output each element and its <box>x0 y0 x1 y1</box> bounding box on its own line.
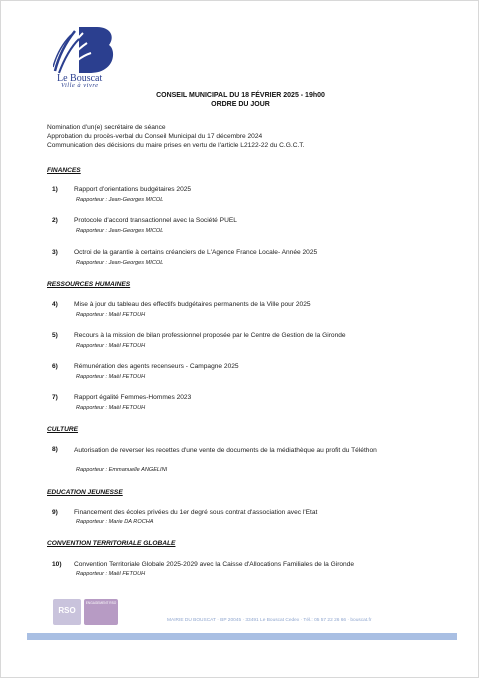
logo-name: Le Bouscat <box>57 73 103 84</box>
item-title: Autorisation de reverser les recettes d'une vente de documents de la médiathèque au profit du Téléthon <box>74 447 377 454</box>
item-title: Rapport d'orientations budgétaires 2025 <box>74 186 192 193</box>
item-rapporteur: Rapporteur : Maël FETOUH <box>76 571 146 577</box>
section-heading-ressources-humaines: RESSOURCES HUMAINES <box>47 281 131 288</box>
item-number: 5) <box>52 332 58 339</box>
section-heading-finances: FINANCES <box>47 167 81 174</box>
item-title: Octroi de la garantie à certains créanciers de L'Agence France Locale- Année 2025 <box>74 249 318 256</box>
item-number: 6) <box>52 363 58 370</box>
item-rapporteur: Rapporteur : Emmanuelle ANGELINI <box>76 467 168 473</box>
item-number: 10) <box>52 561 62 568</box>
item-rapporteur: Rapporteur : Maël FETOUH <box>76 405 146 411</box>
footer-bar <box>27 633 457 640</box>
item-rapporteur: Rapporteur : Maël FETOUH <box>76 374 146 380</box>
section-heading-culture: CULTURE <box>47 426 79 433</box>
item-title: Mise à jour du tableau des effectifs budgétaires permanents de la Ville pour 2025 <box>74 301 311 308</box>
item-title: Protocole d'accord transactionnel avec la Société PUEL <box>74 217 237 224</box>
intro-line: Approbation du procès-verbal du Conseil Municipal du 17 décembre 2024 <box>47 133 263 140</box>
item-title: Rapport égalité Femmes-Hommes 2023 <box>74 394 192 401</box>
intro-line: Communication des décisions du maire prises en vertu de l'article L2122-22 du C.G.C.T. <box>47 142 305 149</box>
item-rapporteur: Rapporteur : Maël FETOUH <box>76 312 146 318</box>
item-rapporteur: Rapporteur : Maël FETOUH <box>76 343 146 349</box>
section-heading-education-jeunesse: EDUCATION JEUNESSE <box>47 489 123 496</box>
rso-label-text: RSO <box>58 606 76 615</box>
item-rapporteur: Rapporteur : Jean-Georges MICOL <box>76 260 164 266</box>
item-rapporteur: Rapporteur : Marie DA ROCHA <box>76 519 154 525</box>
intro-line: Nomination d'un(e) secrétaire de séance <box>47 124 166 131</box>
item-title: Convention Territoriale Globale 2025-2029 avec la Caisse d'Allocations Familiales de la Gironde <box>74 561 355 568</box>
page-title: CONSEIL MUNICIPAL DU 18 FÉVRIER 2025 - 19h00 <box>156 92 325 99</box>
item-number: 8) <box>52 446 58 453</box>
item-title: Recours à la mission de bilan professionnel proposée par le Centre de Gestion de la Gironde <box>74 332 346 339</box>
item-title: Rémunération des agents recenseurs - Campagne 2025 <box>74 363 239 370</box>
item-number: 1) <box>52 186 58 193</box>
item-rapporteur: Rapporteur : Jean-Georges MICOL <box>76 228 164 234</box>
item-rapporteur: Rapporteur : Jean-Georges MICOL <box>76 197 164 203</box>
item-number: 4) <box>52 301 58 308</box>
logo-tagline: Ville à vivre <box>61 82 99 89</box>
engagement-rso-text: ENGAGEMENT RSO <box>85 601 117 605</box>
item-number: 9) <box>52 509 58 516</box>
item-number: 2) <box>52 217 58 224</box>
item-title: Financement des écoles privées du 1er degré sous contrat d'association avec l'Etat <box>74 509 318 516</box>
item-number: 3) <box>52 249 58 256</box>
footer-address: MAIRIE DU BOUSCAT · BP 20045 · 33491 Le Bouscat Cedex · Tél.: 05 57 22 26 66 · bouscat.fr <box>167 618 372 623</box>
page-subtitle: ORDRE DU JOUR <box>211 101 270 108</box>
item-number: 7) <box>52 394 58 401</box>
section-heading-convention-territoriale: CONVENTION TERRITORIALE GLOBALE <box>47 540 176 547</box>
